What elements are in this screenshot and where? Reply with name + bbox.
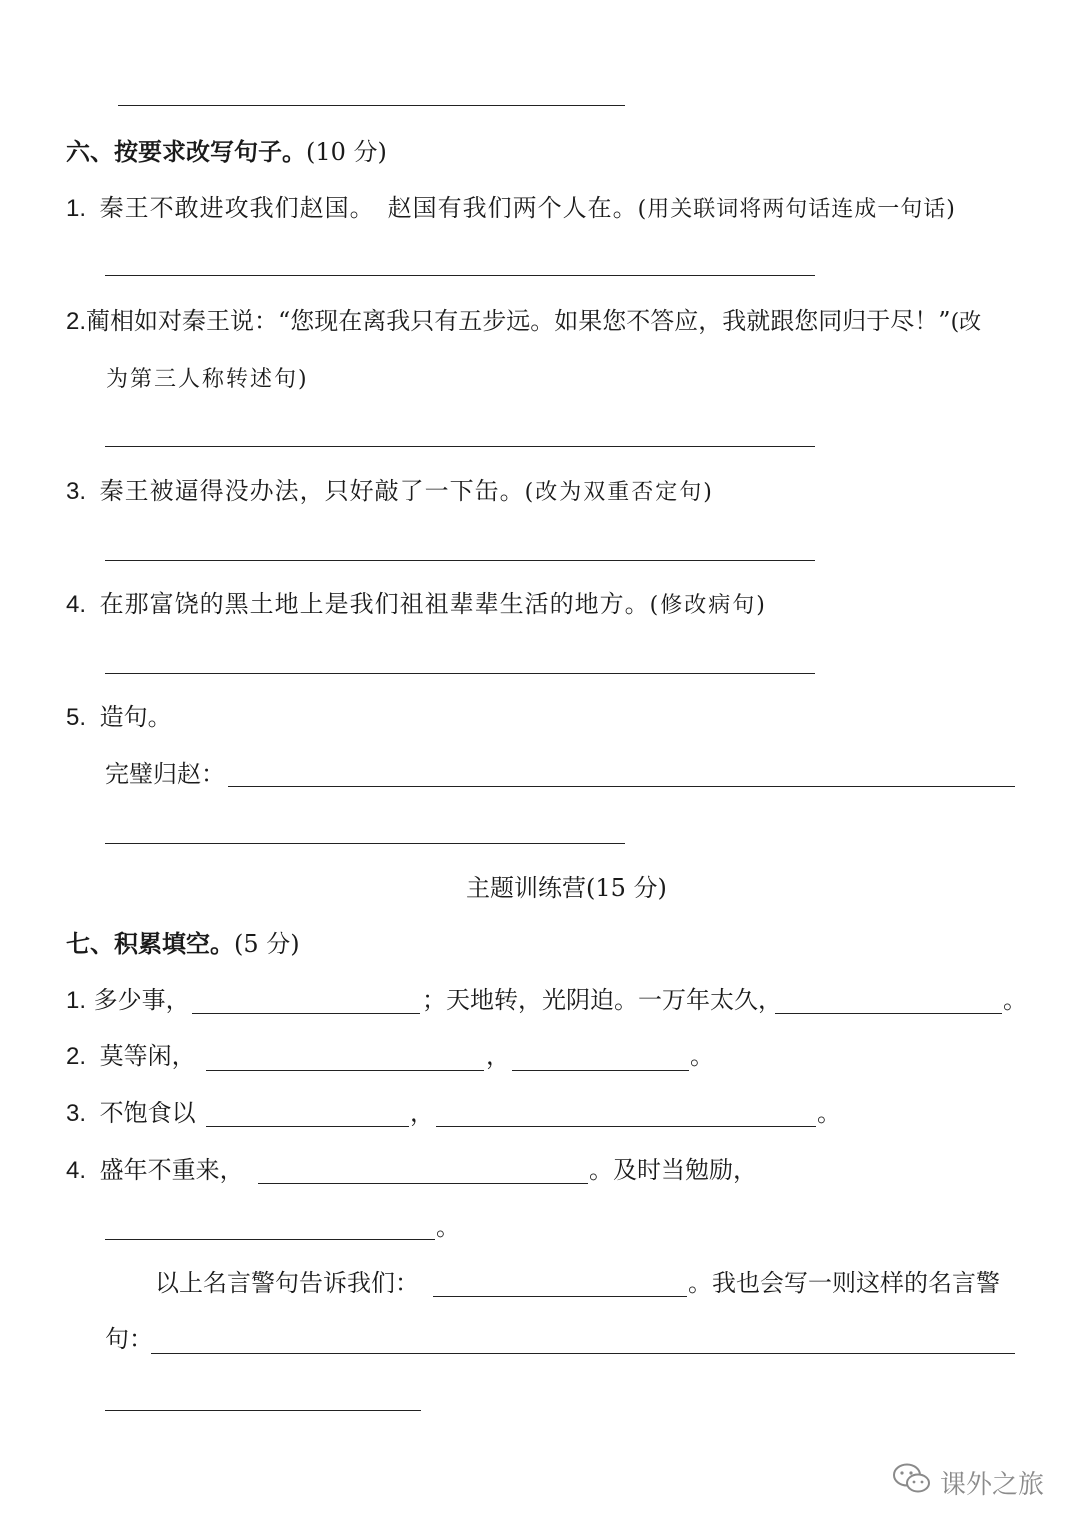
question-number: 3.	[66, 478, 87, 505]
question-number: 2.	[66, 308, 87, 335]
answer-line[interactable]	[105, 446, 815, 447]
watermark-text: 课外之旅	[940, 1469, 1045, 1500]
blank-line[interactable]	[512, 1070, 689, 1071]
question-instruction: (改为双重否定句)	[524, 480, 714, 505]
section-7-title	[66, 929, 300, 959]
blank-line[interactable]	[206, 1126, 409, 1127]
question-6-1	[66, 193, 956, 225]
answer-line[interactable]	[118, 105, 625, 106]
question-instruction: (修改病句)	[649, 593, 767, 618]
question-text: 秦王不敢进攻我们赵国。 赵国有我们两个人在。	[99, 194, 638, 222]
answer-line[interactable]	[105, 843, 625, 844]
question-text: 在那富饶的黑土地上是我们祖祖辈辈生活的地方。	[99, 590, 650, 618]
blank-line[interactable]	[206, 1070, 484, 1071]
question-7-2	[66, 1041, 196, 1072]
section-7-score: (5 分)	[234, 930, 300, 958]
text-segment: 莫等闲，	[99, 1042, 196, 1070]
question-number: 2.	[66, 1043, 87, 1070]
question-6-2-instruction-cont	[106, 363, 309, 395]
question-7-3	[66, 1098, 196, 1129]
blank-line[interactable]	[151, 1353, 1015, 1354]
question-number: 5.	[66, 704, 87, 731]
question-6-2	[66, 306, 981, 338]
blank-line[interactable]	[105, 1410, 421, 1411]
answer-line[interactable]	[105, 673, 815, 674]
text-segment: 盛年不重来，	[99, 1156, 244, 1184]
idiom-label: 完璧归赵：	[105, 760, 225, 788]
blank-line[interactable]	[433, 1296, 687, 1297]
answer-line[interactable]	[105, 275, 815, 276]
wechat-icon	[892, 1462, 932, 1503]
theme-title: 主题训练营(15 分)	[466, 874, 667, 902]
text-segment: 。及时当勉励，	[589, 1156, 757, 1184]
blank-line[interactable]	[258, 1183, 588, 1184]
section-7-title-text: 七、积累填空。	[66, 929, 234, 958]
question-7-1	[66, 985, 190, 1016]
text-segment: 。	[817, 1099, 841, 1127]
watermark	[892, 1462, 1044, 1502]
question-6-3	[66, 476, 714, 508]
question-number: 1.	[66, 195, 87, 222]
text-segment: 。	[436, 1213, 460, 1241]
summary-text-c: 句：	[105, 1325, 153, 1353]
section-6-title	[66, 137, 387, 167]
text-segment: 多少事，	[93, 986, 190, 1014]
answer-line[interactable]	[105, 560, 815, 561]
text-segment: ，	[486, 1042, 510, 1070]
text-segment: 不饱食以	[99, 1099, 196, 1127]
question-6-5	[66, 702, 172, 733]
text-segment: 。	[1003, 986, 1027, 1014]
question-number: 4.	[66, 591, 87, 618]
section-6-title-text: 六、按要求改写句子。	[66, 137, 306, 166]
question-number: 4.	[66, 1157, 87, 1184]
question-instruction: 为第三人称转述句)	[106, 367, 309, 392]
summary-text-a: 以上名言警句告诉我们：	[155, 1269, 419, 1297]
text-segment: ，	[410, 1099, 434, 1127]
question-text: 蔺相如对秦王说：“您现在离我只有五步远。如果您不答应，我就跟您同归于尽！”	[86, 307, 951, 335]
text-segment: ；天地转，光阴迫。一万年太久，	[422, 986, 782, 1014]
question-7-4	[66, 1155, 244, 1186]
section-6-score: (10 分)	[306, 138, 387, 166]
blank-line[interactable]	[775, 1013, 1002, 1014]
question-text: 造句。	[99, 703, 172, 731]
question-number: 3.	[66, 1100, 87, 1127]
blank-line[interactable]	[436, 1126, 816, 1127]
question-text: 秦王被逼得没办法，只好敲了一下缶。	[99, 477, 525, 505]
summary-text-b: 。我也会写一则这样的名言警	[688, 1269, 1000, 1297]
question-6-4	[66, 589, 767, 621]
question-instruction: (改	[950, 310, 982, 335]
question-6-5-prompt	[105, 759, 225, 789]
question-instruction: (用关联词将两句话连成一句话)	[637, 197, 956, 222]
blank-line[interactable]	[105, 1239, 435, 1240]
question-number: 1.	[66, 987, 87, 1014]
text-segment: 。	[690, 1042, 714, 1070]
answer-line[interactable]	[228, 786, 1015, 787]
blank-line[interactable]	[192, 1013, 420, 1014]
